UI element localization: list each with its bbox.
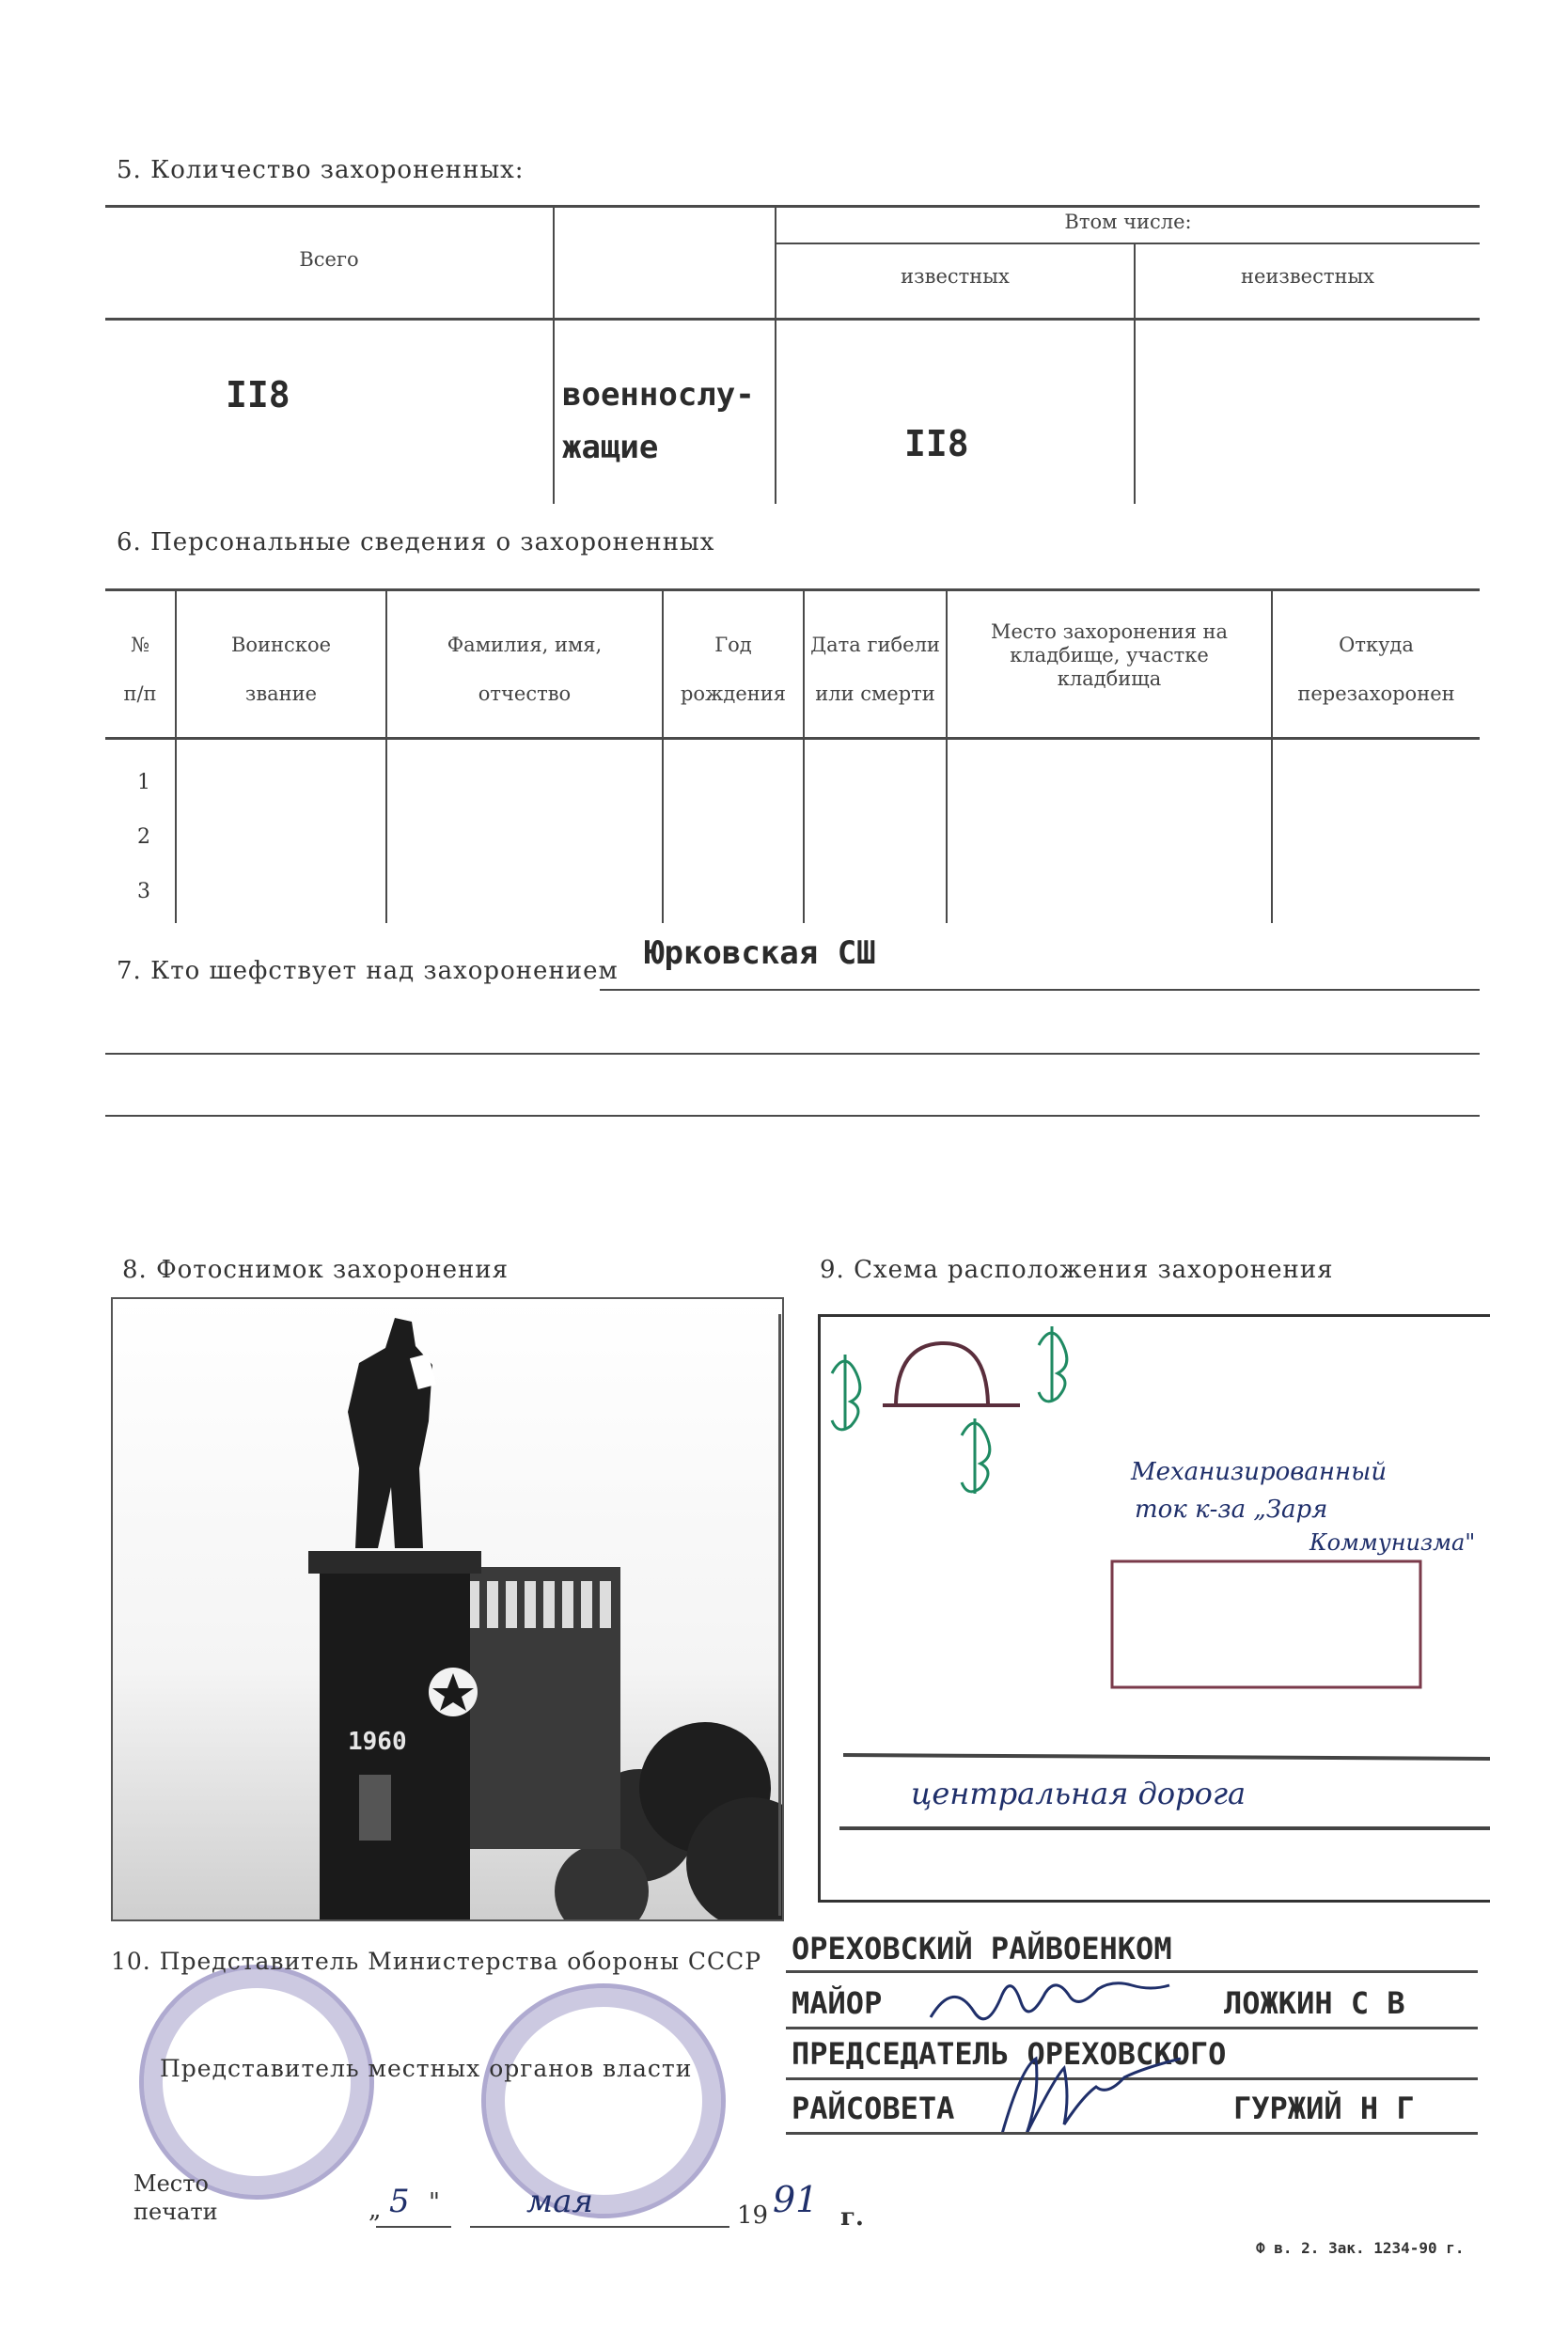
col-total-header: Всего [299,248,359,271]
date-quote-open: „ [368,2196,382,2224]
category-line1: военнослу- [562,376,755,414]
seal-place: Место печати [133,2170,218,2225]
tok-label-line1: Механизированный [1131,1458,1388,1486]
date-year-prefix: 19 [737,2201,769,2230]
header-reburied-from: Откуда перезахоронен [1297,634,1455,705]
row-number: 2 [137,825,150,849]
date-quote-close: " [429,2188,440,2217]
row-number: 1 [137,771,150,794]
header-rank: Воинское звание [230,634,332,705]
section9-title: 9. Схема расположения захоронения [820,1256,1334,1284]
patron-value: Юрковская СШ [645,934,876,972]
total-value: II8 [226,374,290,415]
local-office-line1: ПРЕДСЕДАТЕЛЬ ОРЕХОВСКОГО [792,2036,1227,2072]
date-year-suffix: 91 [773,2179,819,2220]
col-incl-header: Втом числе: [1064,211,1192,233]
header-death-date: Дата гибели или смерти [810,634,940,705]
category-line2: жащие [562,429,659,466]
burial-scheme [818,1314,1490,1903]
tok-label-line3: Коммунизма" [1309,1529,1476,1556]
col-unknown-header: неизвестных [1240,265,1375,288]
known-value: II8 [904,423,969,464]
mo-signature [927,1974,1181,2040]
header-burial-place: Место захоронения на кладбище, участке кладбища [990,620,1229,690]
section6-title: 6. Персональные сведения о захороненных [117,528,715,556]
header-num: № п/п [123,634,157,705]
date-day: 5 [389,2183,410,2220]
round-seal-right [481,1983,726,2218]
local-office-line2: РАЙСОВЕТА [792,2091,955,2126]
section5-title: 5. Количество захороненных: [117,156,525,184]
road-label: центральная дорога [911,1776,1247,1811]
monument-year: 1960 [348,1728,407,1756]
local-authority-label: Представитель местных органов власти [160,2055,693,2082]
burial-photo [111,1297,784,1921]
mo-office: ОРЕХОВСКИЙ РАЙВОЕНКОМ [792,1931,1172,1966]
date-year-g: г. [840,2203,864,2232]
section8-title: 8. Фотоснимок захоронения [122,1256,510,1284]
local-signature [993,2049,1200,2143]
section7-title: 7. Кто шефствует над захоронением [117,957,619,985]
round-seal-left [139,1965,374,2200]
mo-rank: МАЙОР [792,1985,883,2021]
print-info: Ф в. 2. Зак. 1234-90 г. [1256,2239,1465,2257]
local-name: ГУРЖИЙ Н Г [1233,2091,1415,2126]
section10-title: 10. Представитель Министерства обороны СССР [111,1948,762,1975]
col-known-header: известных [901,265,1010,288]
row-number: 3 [137,880,150,903]
scheme-drawing [821,1317,1490,1900]
date-month: мая [526,2183,593,2220]
header-fullname: Фамилия, имя, отчество [447,634,603,705]
tok-label-line2: ток к-за „Заря [1135,1496,1328,1524]
header-birth-year: Год рождения [680,634,786,705]
mo-name: ЛОЖКИН С В [1224,1985,1405,2021]
